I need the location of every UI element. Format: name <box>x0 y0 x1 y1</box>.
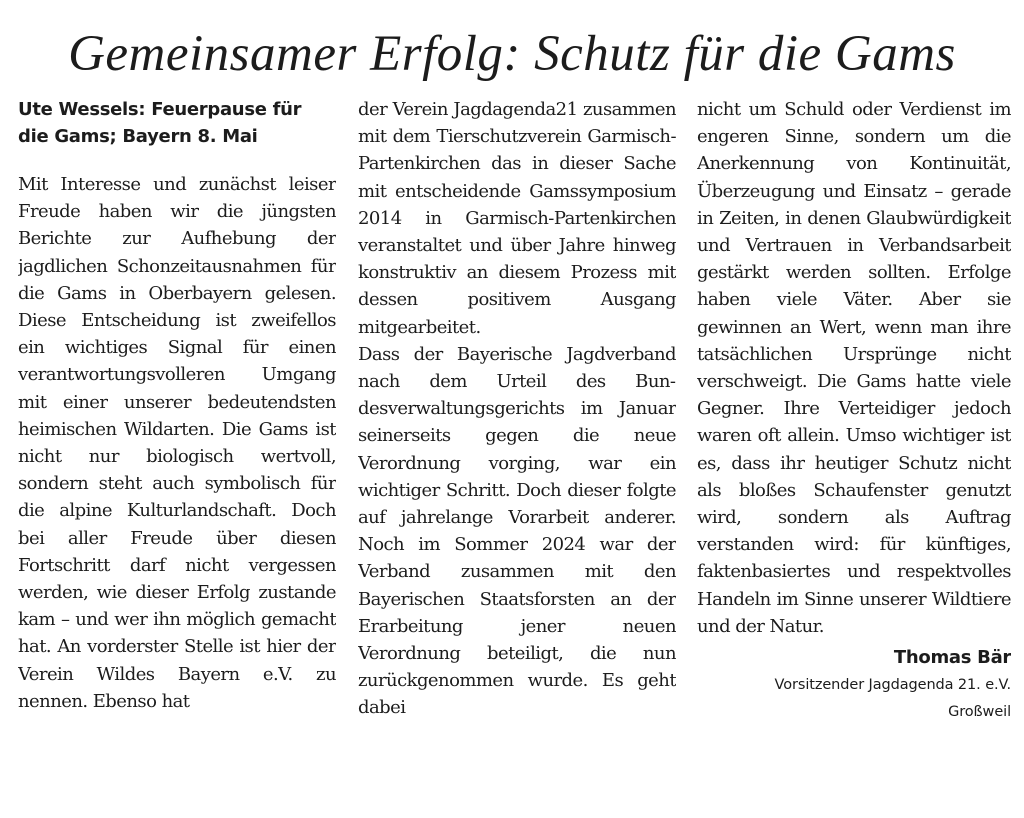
signature-author: Thomas Bär <box>893 647 1011 669</box>
signature-place: Großweil <box>948 704 1011 721</box>
column-2-paragraph-2: Dass der Bayerische Jagdverband nach dem Urteil des Bundesverwaltungsgerichts im Januar seinerseits gegen die neue Verordnung vorging, war ein wichtiger Schritt. Doch dieser folgte auf jahrelange Vorarbeit anderer. Noch im Sommer 2024 war der Verband zusammen mit den Bayerischen Staatsforsten an der Erarbeitung jener neuen Verordnung beteiligt, die nun zurückgenommen wurde. Es geht dabei <box>358 343 676 719</box>
headline: Gemeinsamer Erfolg: Schutz für die Gams <box>68 26 956 82</box>
column-3-text: nicht um Schuld oder Verdienst im engeren Sinne, sondern um die Anerkennung von Kontinuität, Überzeugung und Einsatz – gerade in Zeiten, in denen Glaubwürdigkeit und Vertrauen in Verbandsarbeit gestärkt werden sollten. Erfolge haben viele Väter. Aber sie gewinnen an Wert, wenn man ihre tatsächlichen Ursprünge nicht verschweigt. Die Gams hatte viele Gegner. Ihre Verteidiger jedoch waren oft allein. Umso wichtiger ist es, dass ihr heutiger Schutz nicht als bloßes Schaufenster genutzt wird, sondern als Auftrag verstanden wird: für künftiges, faktenbasiertes und respektvolles Handeln im Sinne unserer Wildtiere und der Natur. <box>697 99 1011 637</box>
column-1 <box>18 96 336 715</box>
column-3 <box>697 96 1011 726</box>
column-2-paragraph-1: der Verein Jagdagenda21 zusammen mit dem Tierschutzverein Garmisch-Partenkirchen das in dieser Sache mit entscheidende Gamssymposium 2014 in Garmisch-Partenkirchen veranstaltet und über Jahre hinweg konstruktiv an diesem Prozess mit dessen positivem Ausgang mitgearbeitet. <box>358 99 676 338</box>
signature-block <box>697 644 1011 726</box>
column-2 <box>358 96 676 722</box>
subheading: Ute Wessels: Feuerpause für die Gams; Bayern 8. Mai <box>18 99 302 147</box>
signature-role: Vorsitzender Jagdagenda 21. e.V. <box>774 677 1011 694</box>
column-1-text: Mit Interesse und zunächst leiser Freude haben wir die jüngsten Berichte zur Aufhebung der jagdlichen Schonzeitausnahmen für die Gams in Oberbayern gelesen. Diese Entscheidung ist zweifellos ein wichtiges Signal für einen verantwortungsvolleren Umgang mit einer unserer bedeutendsten heimischen Wildarten. Die Gams ist nicht nur biologisch wertvoll, sondern steht auch symbolisch für die alpine Kulturlandschaft. Doch bei aller Freude über diesen Fortschritt darf nicht vergessen werden, wie dieser Erfolg zustande kam – und wer ihn möglich gemacht hat. An vorderster Stelle ist hier der Verein Wildes Bayern e.V. zu nennen. Ebenso hat <box>18 174 336 712</box>
